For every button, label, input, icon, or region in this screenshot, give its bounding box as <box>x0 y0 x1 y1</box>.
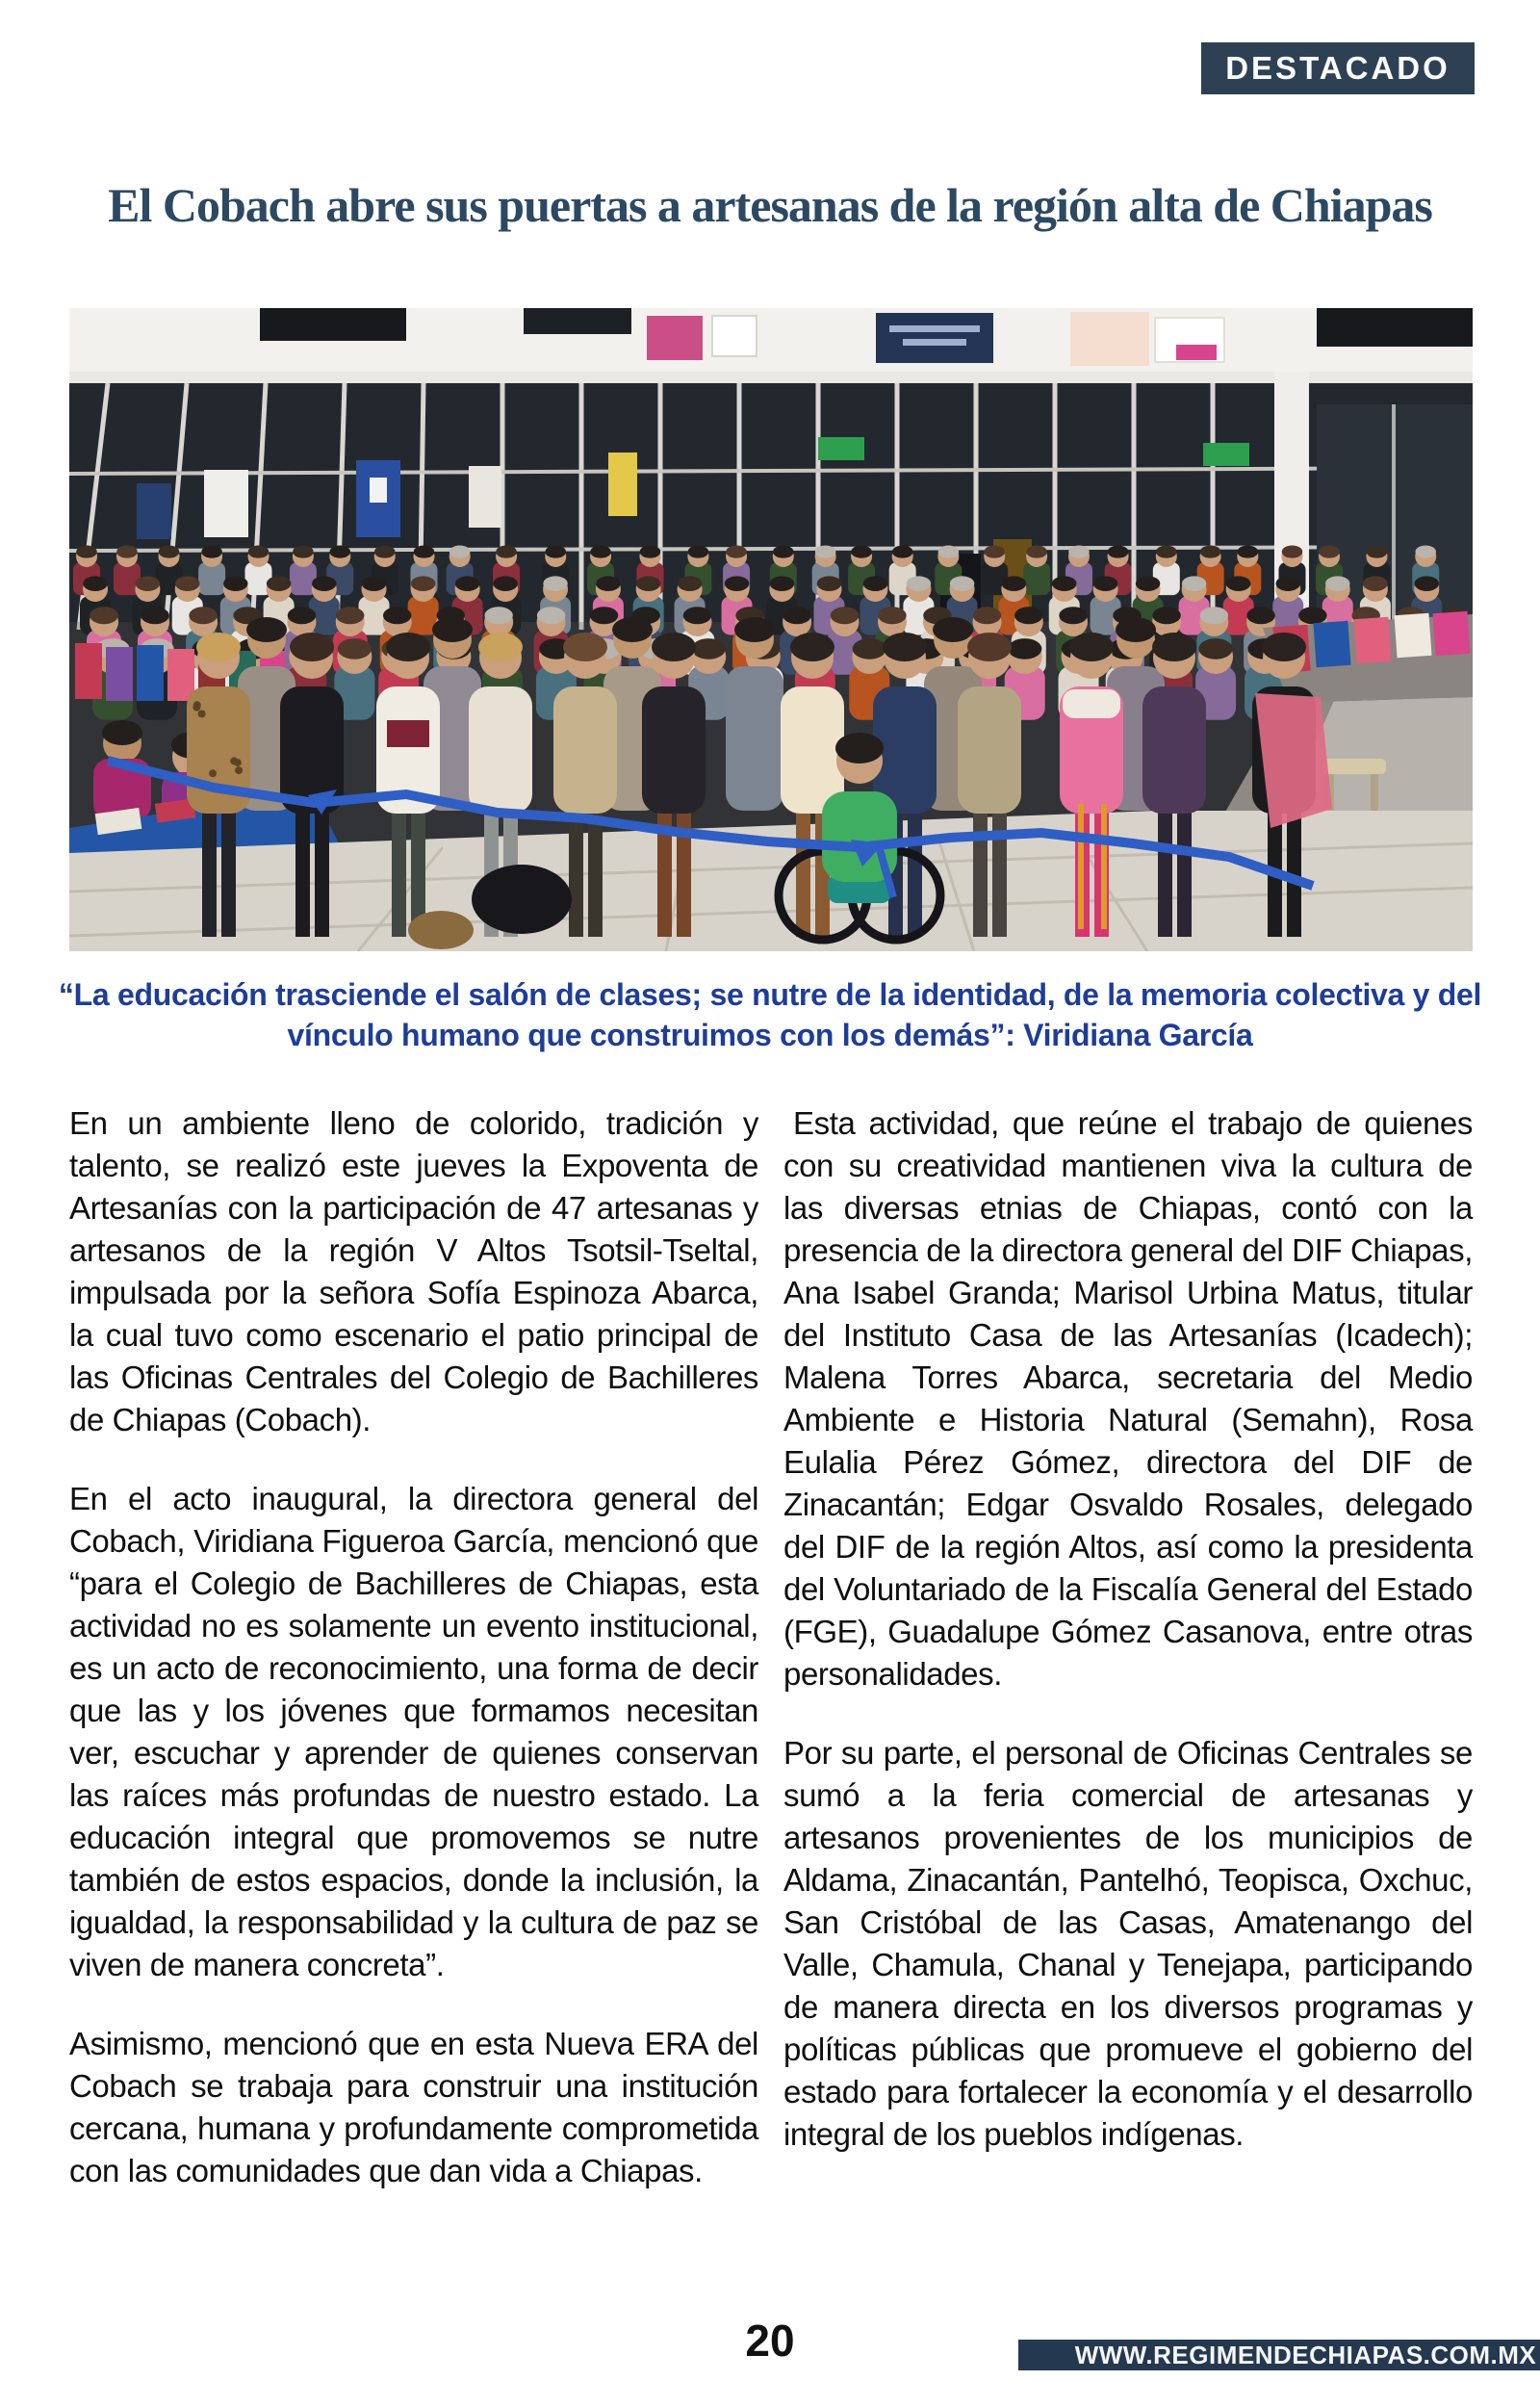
destacado-badge <box>1201 42 1475 94</box>
article-right-column <box>783 1102 1473 2229</box>
paragraph: Esta actividad, que reúne el trabajo de quienes con su creatividad mantienen viva la cultura de las diversas etnias de Chiapas, contó con la presencia de la directora general del DIF Chiapas, Ana Isabel Granda; Marisol Urbina Matus, titular del Instituto Casa de las Artesanías (Icadech); Malena Torres Abarca, secretaria del Medio Ambiente e Historia Natural (Semahn), Rosa Eulalia Pérez Gómez, directora del DIF de Zinacantán; Edgar Osvaldo Rosales, delegado del DIF de la región Altos, así como la presidenta del Voluntariado de la Fiscalía General del Estado (FGE), Guadalupe Gómez Casanova, entre otras personalidades. <box>783 1105 1473 1692</box>
page-number: 20 <box>745 2316 795 2366</box>
paragraph: En el acto inaugural, la directora general del Cobach, Viridiana Figueroa García, mencionó que “para el Colegio de Bachilleres de Chiapas, esta actividad no es solamente un evento institucional, es un acto de reconocimiento, una forma de decir que las y los jóvenes que formamos necesitan ver, escuchar y aprender de quienes conservan las raíces más profundas de nuestro estado. La educación integral que promovemos se nutre también de estos espacios, donde la inclusión, la igualdad, la responsabilidad y la cultura de paz se viven de manera concreta”. <box>69 1481 758 1982</box>
event-photo-illustration <box>69 308 1473 951</box>
article-headline: El Cobach abre sus puertas a artesanas de la región alta de Chiapas <box>108 177 1432 232</box>
article-left-column <box>69 1102 758 2229</box>
footer-bar <box>1018 2340 1540 2370</box>
event-photo <box>69 308 1473 951</box>
footer-url: WWW.REGIMENDECHIAPAS.COM.MX <box>1074 2340 1537 2369</box>
paragraph: Por su parte, el personal de Oficinas Centrales se sumó a la feria comercial de artesanas y artesanos provenientes de los municipios de Aldama, Zinacantán, Pantelhó, Teopisca, Oxchuc, San Cristóbal de las Casas, Amatenango del Valle, Chamula, Chanal y Tenejapa, participando de manera directa en los diversos programas y políticas públicas que promueve el gobierno del estado para fortalecer la economía y el desarrollo integral de los pueblos indígenas. <box>783 1735 1473 2152</box>
paragraph: Asimismo, mencionó que en esta Nueva ERA del Cobach se trabaja para construir una institución cercana, humana y profundamente comprometida con las comunidades que dan vida a Chiapas. <box>69 2026 758 2188</box>
pull-quote: “La educación trasciende el salón de clases; se nutre de la identidad, de la memoria colectiva y del vínculo humano que construimos con los demás”: Viridiana García <box>58 977 1482 1052</box>
article-body <box>69 1102 1473 2229</box>
paragraph: En un ambiente lleno de colorido, tradición y talento, se realizó este jueves la Expoventa de Artesanías con la participación de 47 artesanas y artesanos de la región V Altos Tsotsil-Tseltal, impulsada por la señora Sofía Espinoza Abarca, la cual tuvo como escenario el patio principal de las Oficinas Centrales del Colegio de Bachilleres de Chiapas (Cobach). <box>69 1105 758 1437</box>
ceiling-band <box>69 308 1473 377</box>
destacado-badge-label: DESTACADO <box>1225 50 1450 86</box>
